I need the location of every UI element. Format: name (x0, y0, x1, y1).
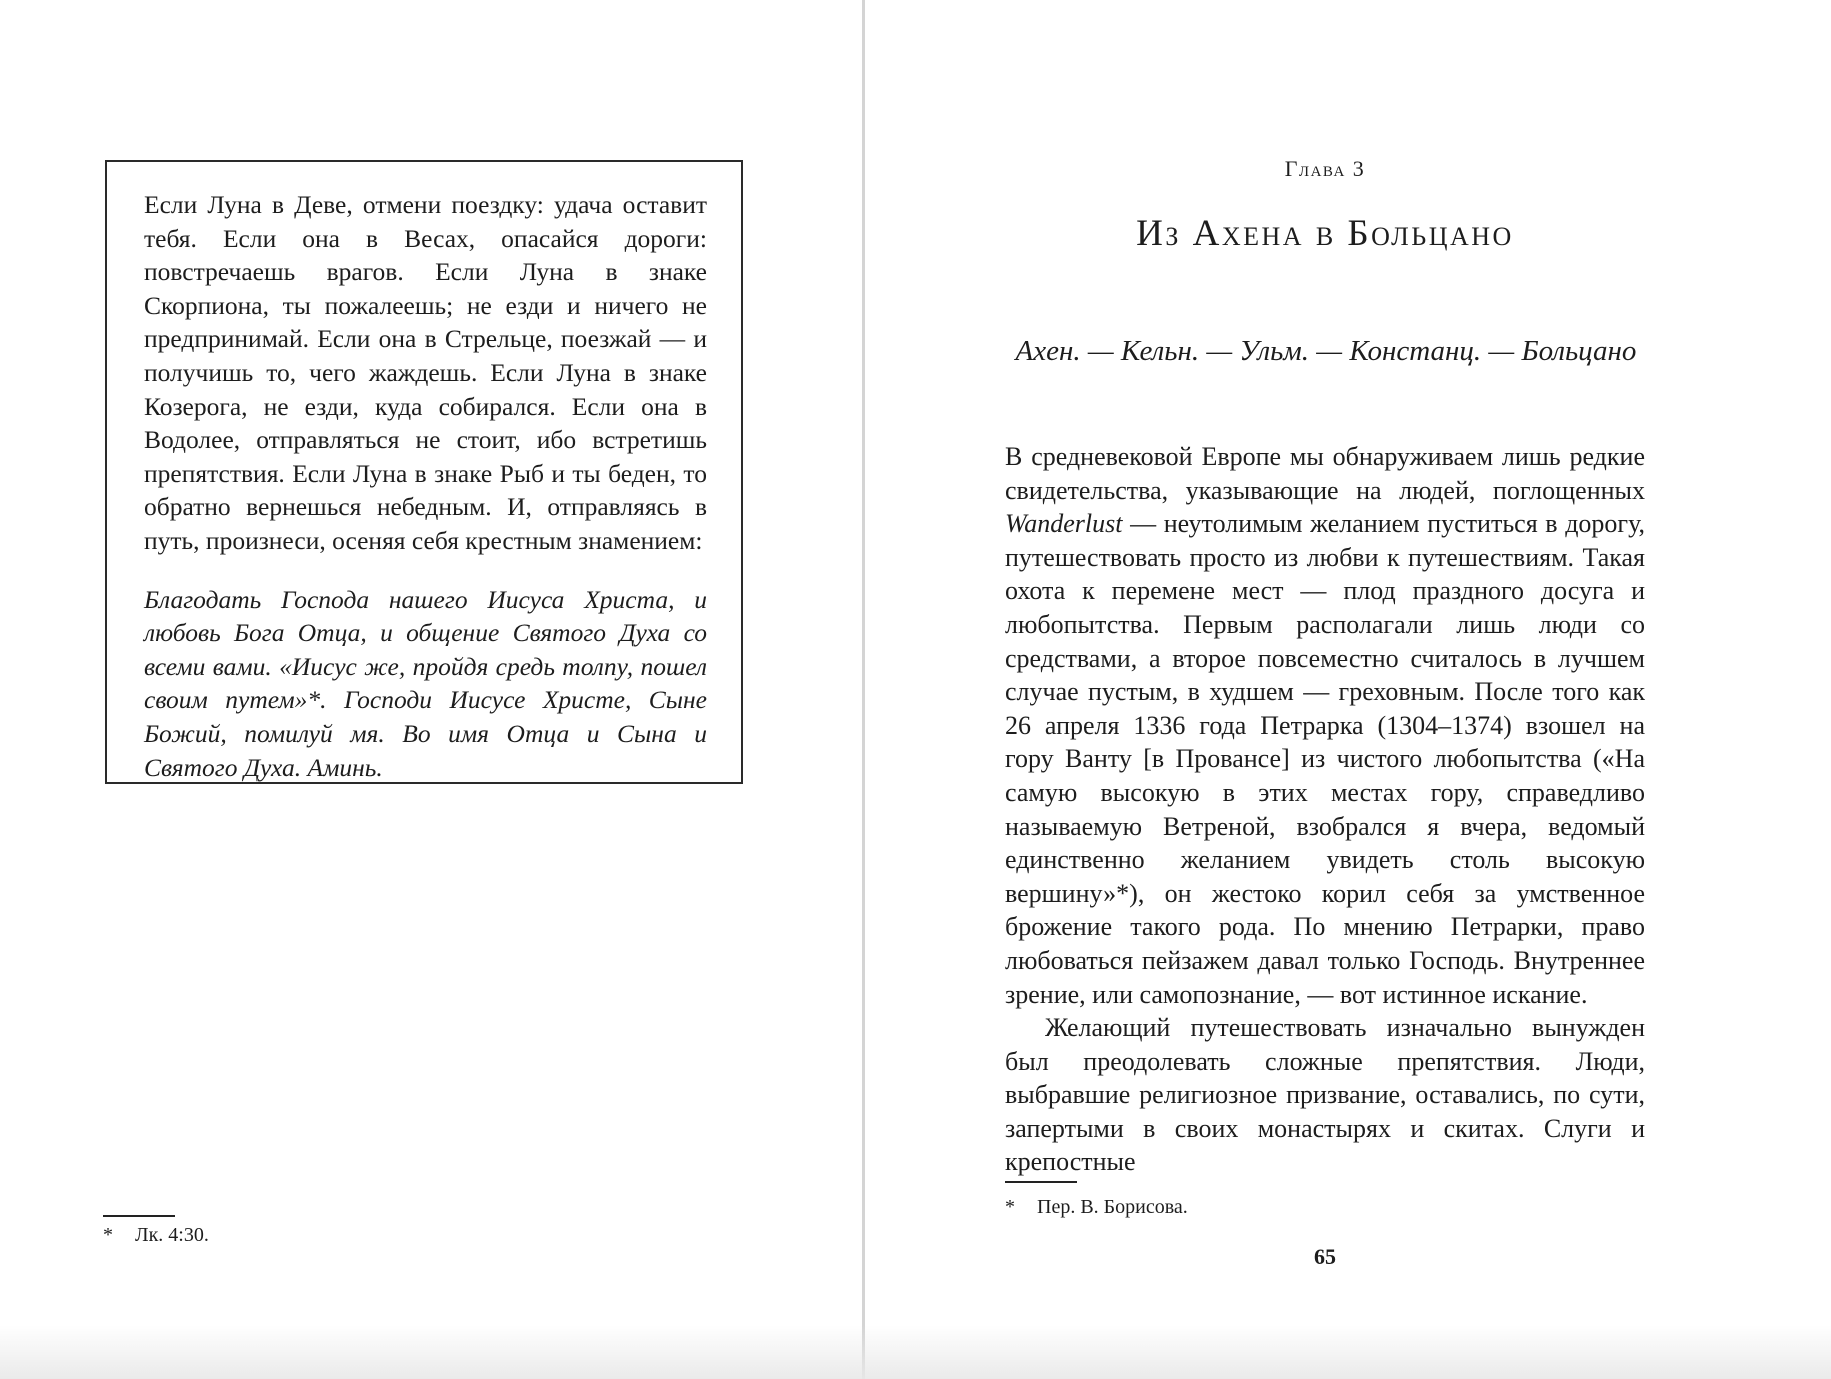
paragraph-2: Желающий путешествовать изначально вынужден был преодолевать сложные препятствия. Люди, выбравшие религиозное призвание, оставались, по сути, запертыми в своих монастырях и скитах. Слуги и крепостные (1005, 1013, 1645, 1177)
paragraph-1-rest: — неутолимым желанием пуститься в дорогу, путешествовать просто из любви к путешествиям. Такая охота к перемене мест — плод праздного досуга и любопытства. Первым располагали лишь люди со средствами, а второе повсеместно считалось в лучшем случае пустым, в худшем — греховным. После того как 26 апреля 1336 года Петрарка (1304–1374) взошел на гору Ванту [в Провансе] из чистого любопытства («На самую высокую в этих местах гору, справедливо называемую Ветреной, взобрался я вчера, ведомый единственно желанием увидеть столь высокую вершину»*), он жестоко корил себя за умственное брожение такого рода. По мнению Петрарки, право любоваться пейзажем давал только Господь. Внутреннее зрение, или самопознание, — вот истинное искание. (1005, 509, 1645, 1009)
footnote-text-right: Пер. В. Борисова. (1037, 1196, 1188, 1218)
chapter-title: Из Ахена в Больцано (1136, 213, 1514, 254)
paragraph-1-start: В средневековой Европе мы обнаруживаем лишь редкие свидетельства, указывающие на людей, поглощенных (1005, 442, 1645, 505)
body-text (1005, 440, 1645, 1179)
page-number: 65 (1314, 1244, 1336, 1269)
boxed-quotation (105, 160, 743, 784)
footnote-left (103, 1224, 209, 1247)
book-gutter (862, 0, 865, 1379)
paragraph-1 (1005, 440, 1645, 1011)
footnote-marker-right: * (1005, 1196, 1015, 1218)
footnote-rule-left (103, 1215, 175, 1217)
box-paragraph: Если Луна в Деве, отмени поездку: удача оставит тебя. Если она в Весах, опасайся дороги: повстречаешь врагов. Если Луна в знаке Скорпиона, ты пожалеешь; не езди и ничего не предпринимай. Если она в Стрельце, поезжай — и получишь то, чего жаждешь. Если Луна в знаке Козерога, не езди, куда собирался. Если она в Водолее, отправляться не стоит, ибо встретишь препятствия. Если Луна в знаке Рыб и ты беден, то обратно вернешься небедным. И, отправляясь в путь, произнеси, осеняя себя крестным знамением: (144, 190, 707, 555)
footnote-text-left: Лк. 4:30. (135, 1224, 209, 1246)
footnote-rule-right (1005, 1181, 1077, 1183)
bottom-shadow (0, 1325, 1831, 1379)
chapter-label: Глава 3 (1284, 156, 1366, 181)
footnote-right (1005, 1196, 1188, 1219)
blessing-text: Благодать Господа нашего Иисуса Христа, и любовь Бога Отца, и общение Святого Духа со всеми вами. «Иисус же, пройдя средь толпу, пошел своим путем»*. Господи Иисусе Христе, Сыне Божий, помилуй мя. Во имя Отца и Сына и Святого Духа. Аминь. (144, 584, 707, 782)
footnote-marker-left: * (103, 1224, 113, 1246)
paragraph-1-italic: Wanderlust (1005, 509, 1123, 539)
route-subtitle: Ахен. — Кельн. — Ульм. — Констанц. — Больцано (1015, 335, 1637, 367)
